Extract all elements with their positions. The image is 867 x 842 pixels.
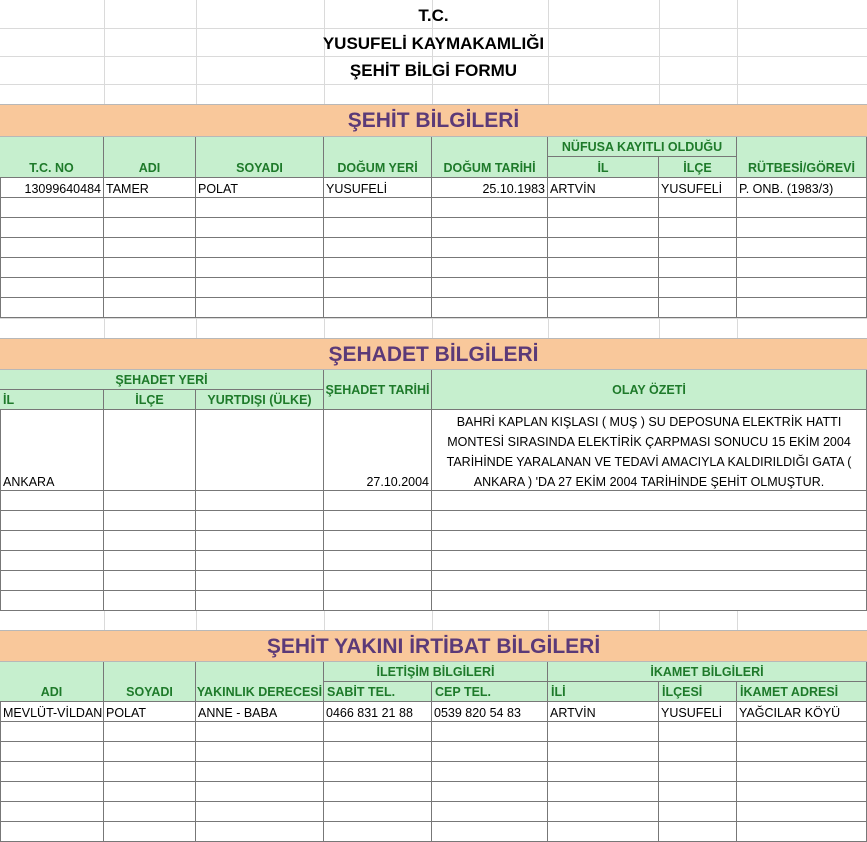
empty-cell[interactable] xyxy=(548,802,659,822)
cell-yakin-adi[interactable]: MEVLÜT-VİLDAN xyxy=(0,702,104,722)
gridline xyxy=(0,318,867,319)
empty-cell[interactable] xyxy=(324,742,432,762)
cell-adi[interactable]: TAMER xyxy=(104,178,196,198)
empty-cell[interactable] xyxy=(324,551,432,571)
cell-sehadet-ilce[interactable] xyxy=(104,410,196,491)
cell-il[interactable]: ARTVİN xyxy=(548,178,659,198)
empty-cell[interactable] xyxy=(104,278,196,298)
empty-cell[interactable] xyxy=(737,238,867,258)
col-olay-ozeti: OLAY ÖZETİ xyxy=(432,370,867,410)
empty-cell[interactable] xyxy=(104,298,196,318)
empty-cell[interactable] xyxy=(324,511,432,531)
header-tc: T.C. xyxy=(418,6,449,25)
empty-cell[interactable] xyxy=(0,571,104,591)
header-form-title: ŞEHİT BİLGİ FORMU xyxy=(349,61,518,80)
empty-cell[interactable] xyxy=(737,722,867,742)
empty-cell[interactable] xyxy=(432,822,548,842)
col-ikamet-adresi: İKAMET ADRESİ xyxy=(737,682,867,702)
cell-rutbe[interactable]: P. ONB. (1983/3) xyxy=(737,178,867,198)
empty-cell[interactable] xyxy=(196,298,324,318)
empty-cell[interactable] xyxy=(104,551,196,571)
empty-cell[interactable] xyxy=(432,551,867,571)
empty-cell[interactable] xyxy=(659,722,737,742)
cell-dogum-tarihi[interactable]: 25.10.1983 xyxy=(432,178,548,198)
empty-cell[interactable] xyxy=(0,531,104,551)
empty-cell[interactable] xyxy=(737,198,867,218)
empty-cell[interactable] xyxy=(324,762,432,782)
empty-cell[interactable] xyxy=(324,822,432,842)
empty-cell[interactable] xyxy=(196,591,324,611)
empty-cell[interactable] xyxy=(737,762,867,782)
empty-cell[interactable] xyxy=(432,298,548,318)
empty-cell[interactable] xyxy=(548,258,659,278)
empty-cell[interactable] xyxy=(548,218,659,238)
empty-cell[interactable] xyxy=(0,298,104,318)
section-sehadet-bilgileri-title: ŞEHADET BİLGİLERİ xyxy=(0,338,867,370)
col-dogum-tarihi: DOĞUM TARİHİ xyxy=(432,137,548,178)
empty-cell[interactable] xyxy=(196,762,324,782)
cell-sehadet-il[interactable]: ANKARA xyxy=(0,410,104,491)
empty-cell[interactable] xyxy=(548,198,659,218)
empty-cell[interactable] xyxy=(432,782,548,802)
col-sabit-tel: SABİT TEL. xyxy=(324,682,432,702)
empty-cell[interactable] xyxy=(432,742,548,762)
section-irtibat-bilgileri-title: ŞEHİT YAKINI İRTİBAT BİLGİLERİ xyxy=(0,630,867,662)
empty-cell[interactable] xyxy=(104,198,196,218)
cell-soyadi[interactable]: POLAT xyxy=(196,178,324,198)
empty-cell[interactable] xyxy=(737,822,867,842)
empty-cell[interactable] xyxy=(548,722,659,742)
col-yakin-soyadi: SOYADI xyxy=(104,662,196,702)
cell-cep-tel[interactable]: 0539 820 54 83 xyxy=(432,702,548,722)
empty-cell[interactable] xyxy=(659,218,737,238)
col-soyadi: SOYADI xyxy=(196,137,324,178)
cell-ikamet-adresi[interactable]: YAĞCILAR KÖYÜ xyxy=(737,702,867,722)
empty-cell[interactable] xyxy=(104,218,196,238)
empty-cell[interactable] xyxy=(324,491,432,511)
empty-cell[interactable] xyxy=(196,802,324,822)
cell-yurtdisi[interactable] xyxy=(196,410,324,491)
empty-cell[interactable] xyxy=(737,258,867,278)
empty-cell[interactable] xyxy=(659,278,737,298)
empty-cell[interactable] xyxy=(196,491,324,511)
empty-cell[interactable] xyxy=(432,571,867,591)
group-ikamet-header: İKAMET BİLGİLERİ xyxy=(548,662,867,682)
empty-cell[interactable] xyxy=(0,278,104,298)
empty-cell[interactable] xyxy=(324,722,432,742)
empty-cell[interactable] xyxy=(324,238,432,258)
group-sehadet-yeri-header: ŞEHADET YERİ xyxy=(0,370,324,390)
cell-dogum-yeri[interactable]: YUSUFELİ xyxy=(324,178,432,198)
empty-cell[interactable] xyxy=(432,762,548,782)
empty-cell[interactable] xyxy=(324,802,432,822)
empty-cell[interactable] xyxy=(104,531,196,551)
empty-cell[interactable] xyxy=(432,511,867,531)
empty-cell[interactable] xyxy=(196,742,324,762)
col-rutbe: RÜTBESİ/GÖREVİ xyxy=(737,137,867,178)
empty-cell[interactable] xyxy=(0,551,104,571)
empty-cell[interactable] xyxy=(324,198,432,218)
empty-cell[interactable] xyxy=(196,238,324,258)
cell-sabit-tel[interactable]: 0466 831 21 88 xyxy=(324,702,432,722)
col-yurtdisi: YURTDIŞI (ÜLKE) xyxy=(196,390,324,410)
empty-cell[interactable] xyxy=(324,571,432,591)
empty-cell[interactable] xyxy=(659,258,737,278)
empty-cell[interactable] xyxy=(104,822,196,842)
empty-cell[interactable] xyxy=(196,278,324,298)
cell-yakinlik-derecesi[interactable]: ANNE - BABA xyxy=(196,702,324,722)
empty-cell[interactable] xyxy=(196,722,324,742)
empty-cell[interactable] xyxy=(104,511,196,531)
cell-ilce[interactable]: YUSUFELİ xyxy=(659,178,737,198)
empty-cell[interactable] xyxy=(104,762,196,782)
empty-cell[interactable] xyxy=(196,198,324,218)
empty-cell[interactable] xyxy=(196,782,324,802)
empty-cell[interactable] xyxy=(548,742,659,762)
empty-cell[interactable] xyxy=(0,218,104,238)
empty-cell[interactable] xyxy=(548,298,659,318)
empty-cell[interactable] xyxy=(659,742,737,762)
empty-cell[interactable] xyxy=(0,258,104,278)
empty-cell[interactable] xyxy=(0,722,104,742)
empty-cell[interactable] xyxy=(104,571,196,591)
empty-cell[interactable] xyxy=(737,742,867,762)
empty-cell[interactable] xyxy=(104,742,196,762)
header-kaymakamlik: YUSUFELİ KAYMAKAMLIĞI xyxy=(322,34,545,53)
empty-cell[interactable] xyxy=(659,782,737,802)
empty-cell[interactable] xyxy=(548,762,659,782)
empty-cell[interactable] xyxy=(196,258,324,278)
empty-cell[interactable] xyxy=(104,591,196,611)
cell-yakin-soyadi[interactable]: POLAT xyxy=(104,702,196,722)
empty-cell[interactable] xyxy=(432,591,867,611)
col-adi: ADI xyxy=(104,137,196,178)
section-sehit-bilgileri-title: ŞEHİT BİLGİLERİ xyxy=(0,104,867,137)
empty-cell[interactable] xyxy=(196,822,324,842)
empty-cell[interactable] xyxy=(0,591,104,611)
empty-cell[interactable] xyxy=(659,238,737,258)
empty-cell[interactable] xyxy=(432,198,548,218)
empty-cell[interactable] xyxy=(659,762,737,782)
empty-cell[interactable] xyxy=(659,822,737,842)
col-tc-no: T.C. NO xyxy=(0,137,104,178)
cell-ikamet-ilcesi[interactable]: YUSUFELİ xyxy=(659,702,737,722)
empty-cell[interactable] xyxy=(104,258,196,278)
empty-cell[interactable] xyxy=(104,722,196,742)
group-nufus-header: NÜFUSA KAYITLI OLDUĞU xyxy=(548,137,737,157)
col-ikamet-ili: İLİ xyxy=(548,682,659,702)
empty-cell[interactable] xyxy=(432,491,867,511)
empty-cell[interactable] xyxy=(432,238,548,258)
empty-cell[interactable] xyxy=(0,762,104,782)
empty-cell[interactable] xyxy=(737,278,867,298)
empty-cell[interactable] xyxy=(196,218,324,238)
empty-cell[interactable] xyxy=(432,278,548,298)
empty-cell[interactable] xyxy=(324,298,432,318)
cell-tc-no[interactable]: 13099640484 xyxy=(0,178,104,198)
empty-cell[interactable] xyxy=(0,491,104,511)
empty-cell[interactable] xyxy=(324,591,432,611)
empty-cell[interactable] xyxy=(196,531,324,551)
empty-cell[interactable] xyxy=(659,198,737,218)
empty-cell[interactable] xyxy=(737,298,867,318)
cell-ikamet-ili[interactable]: ARTVİN xyxy=(548,702,659,722)
col-yakinlik-derecesi: YAKINLIK DERECESİ xyxy=(196,662,324,702)
empty-cell[interactable] xyxy=(104,782,196,802)
empty-cell[interactable] xyxy=(0,198,104,218)
empty-cell[interactable] xyxy=(0,782,104,802)
empty-cell[interactable] xyxy=(104,802,196,822)
empty-cell[interactable] xyxy=(0,511,104,531)
empty-cell[interactable] xyxy=(432,218,548,238)
col-cep-tel: CEP TEL. xyxy=(432,682,548,702)
empty-cell[interactable] xyxy=(0,802,104,822)
empty-cell[interactable] xyxy=(432,531,867,551)
empty-cell[interactable] xyxy=(324,278,432,298)
empty-cell[interactable] xyxy=(737,782,867,802)
cell-sehadet-tarihi[interactable]: 27.10.2004 xyxy=(324,410,432,491)
empty-cell[interactable] xyxy=(659,802,737,822)
empty-cell[interactable] xyxy=(548,238,659,258)
empty-cell[interactable] xyxy=(548,822,659,842)
empty-cell[interactable] xyxy=(104,238,196,258)
col-il: İL xyxy=(548,157,659,178)
col-dogum-yeri: DOĞUM YERİ xyxy=(324,137,432,178)
empty-cell[interactable] xyxy=(324,258,432,278)
cell-olay-ozeti[interactable]: BAHRİ KAPLAN KIŞLASI ( MUŞ ) SU DEPOSUNA ELEKTRİK HATTI MONTESİ SIRASINDA ELEKTİRİK ÇARPMASI SONUCU 15 EKİM 2004 TARİHİNDE YARALANAN VE TEDAVİ AMACIYLA KALDIRILDIĞI GATA ( ANKARA ) 'DA 27 EKİM 2004 TARİHİNDE ŞEHİT OLMUŞTUR. xyxy=(432,410,867,491)
empty-cell[interactable] xyxy=(324,218,432,238)
empty-cell[interactable] xyxy=(0,238,104,258)
empty-cell[interactable] xyxy=(196,511,324,531)
empty-cell[interactable] xyxy=(0,742,104,762)
empty-cell[interactable] xyxy=(737,802,867,822)
col-sehadet-tarihi: ŞEHADET TARİHİ xyxy=(324,370,432,410)
empty-cell[interactable] xyxy=(432,722,548,742)
col-ikamet-ilcesi: İLÇESİ xyxy=(659,682,737,702)
empty-cell[interactable] xyxy=(548,782,659,802)
col-sehadet-ilce: İLÇE xyxy=(104,390,196,410)
empty-cell[interactable] xyxy=(324,531,432,551)
empty-cell[interactable] xyxy=(196,571,324,591)
empty-cell[interactable] xyxy=(0,822,104,842)
col-sehadet-il: İL xyxy=(0,390,104,410)
col-ilce: İLÇE xyxy=(659,157,737,178)
empty-cell[interactable] xyxy=(659,298,737,318)
empty-cell[interactable] xyxy=(104,491,196,511)
empty-cell[interactable] xyxy=(548,278,659,298)
group-iletisim-header: İLETİŞİM BİLGİLERİ xyxy=(324,662,548,682)
empty-cell[interactable] xyxy=(196,551,324,571)
col-yakin-adi: ADI xyxy=(0,662,104,702)
empty-cell[interactable] xyxy=(432,258,548,278)
empty-cell[interactable] xyxy=(324,782,432,802)
empty-cell[interactable] xyxy=(737,218,867,238)
empty-cell[interactable] xyxy=(432,802,548,822)
